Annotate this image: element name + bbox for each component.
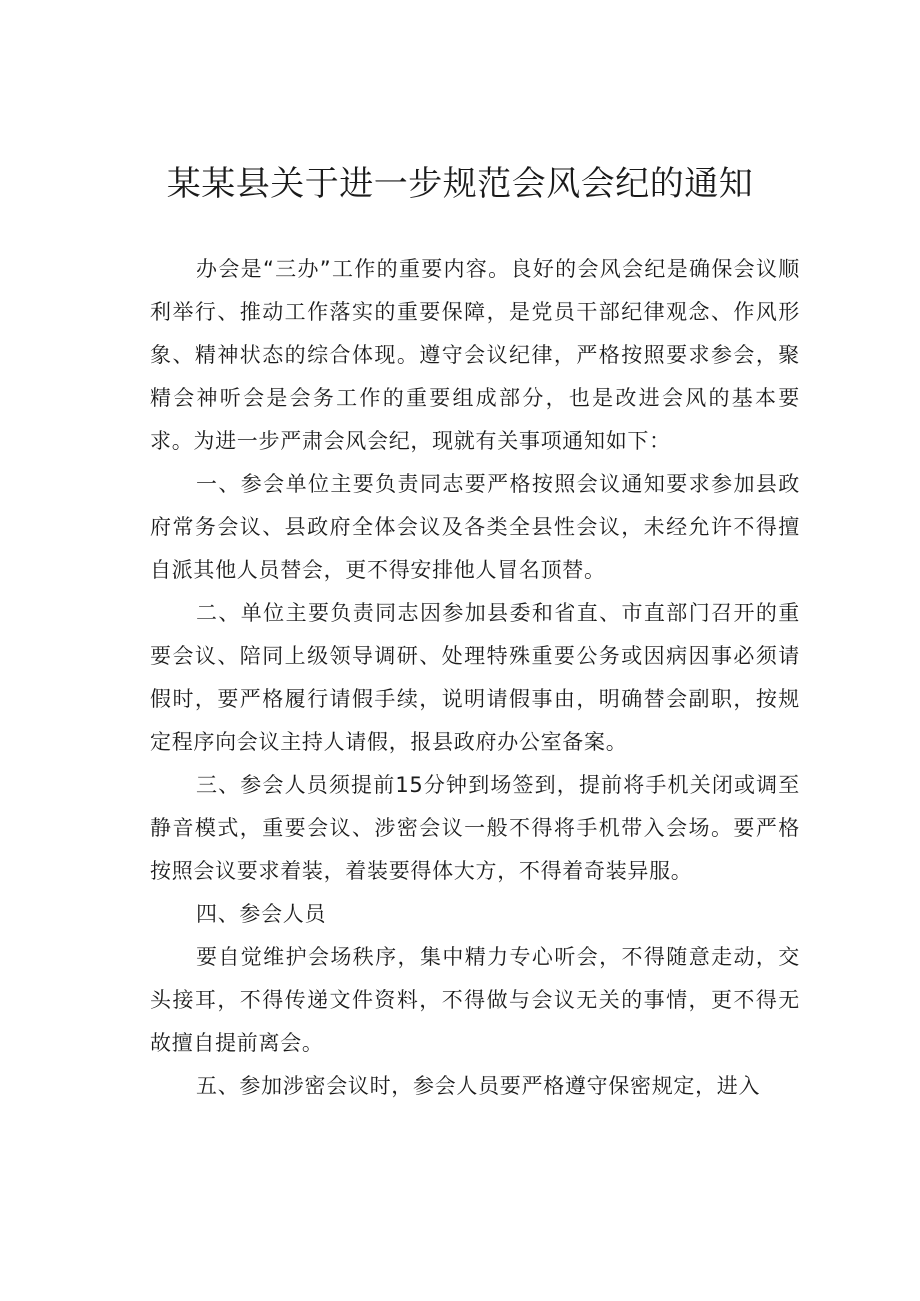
item-three-paragraph: 三、参会人员须提前15分钟到场签到，提前将手机关闭或调至静音模式，重要会议、涉密会议一般不得将手机带入会场。要严格按照会议要求着装，着装要得体大方，不得着奇装异服。 — [150, 773, 800, 883]
intro-paragraph: 办会是“三办”工作的重要内容。良好的会风会纪是确保会议顺利举行、推动工作落实的重要保障，是党员干部纪律观念、作风形象、精神状态的综合体现。遵守会议纪律，严格按照要求参会，聚精会神听会是会务工作的重要组成部分，也是改进会风的基本要求。为进一步严肃会风会纪，现就有关事项通知如下： — [150, 257, 800, 453]
item-four-heading: 四、参会人员 — [196, 902, 327, 926]
item-two-paragraph: 二、单位主要负责同志因参加县委和省直、市直部门召开的重要会议、陪同上级领导调研、处理特殊重要公务或因病因事必须请假时，要严格履行请假手续，说明请假事由，明确替会副职，按规定程序向会议主持人请假，报县政府办公室备案。 — [150, 601, 800, 754]
item-five-paragraph: 五、参加涉密会议时，参会人员要严格遵守保密规定，进入 — [196, 1074, 761, 1098]
item-one-paragraph: 一、参会单位主要负责同志要严格按照会议通知要求参加县政府常务会议、县政府全体会议及各类全县性会议，未经允许不得擅自派其他人员替会，更不得安排他人冒名顶替。 — [150, 472, 800, 582]
document-title: 某某县关于进一步规范会风会纪的通知 — [166, 164, 754, 204]
document-body — [150, 248, 800, 1108]
item-four-paragraph: 要自觉维护会场秩序，集中精力专心听会，不得随意走动，交头接耳，不得传递文件资料，不得做与会议无关的事情，更不得无故擅自提前离会。 — [150, 945, 800, 1055]
